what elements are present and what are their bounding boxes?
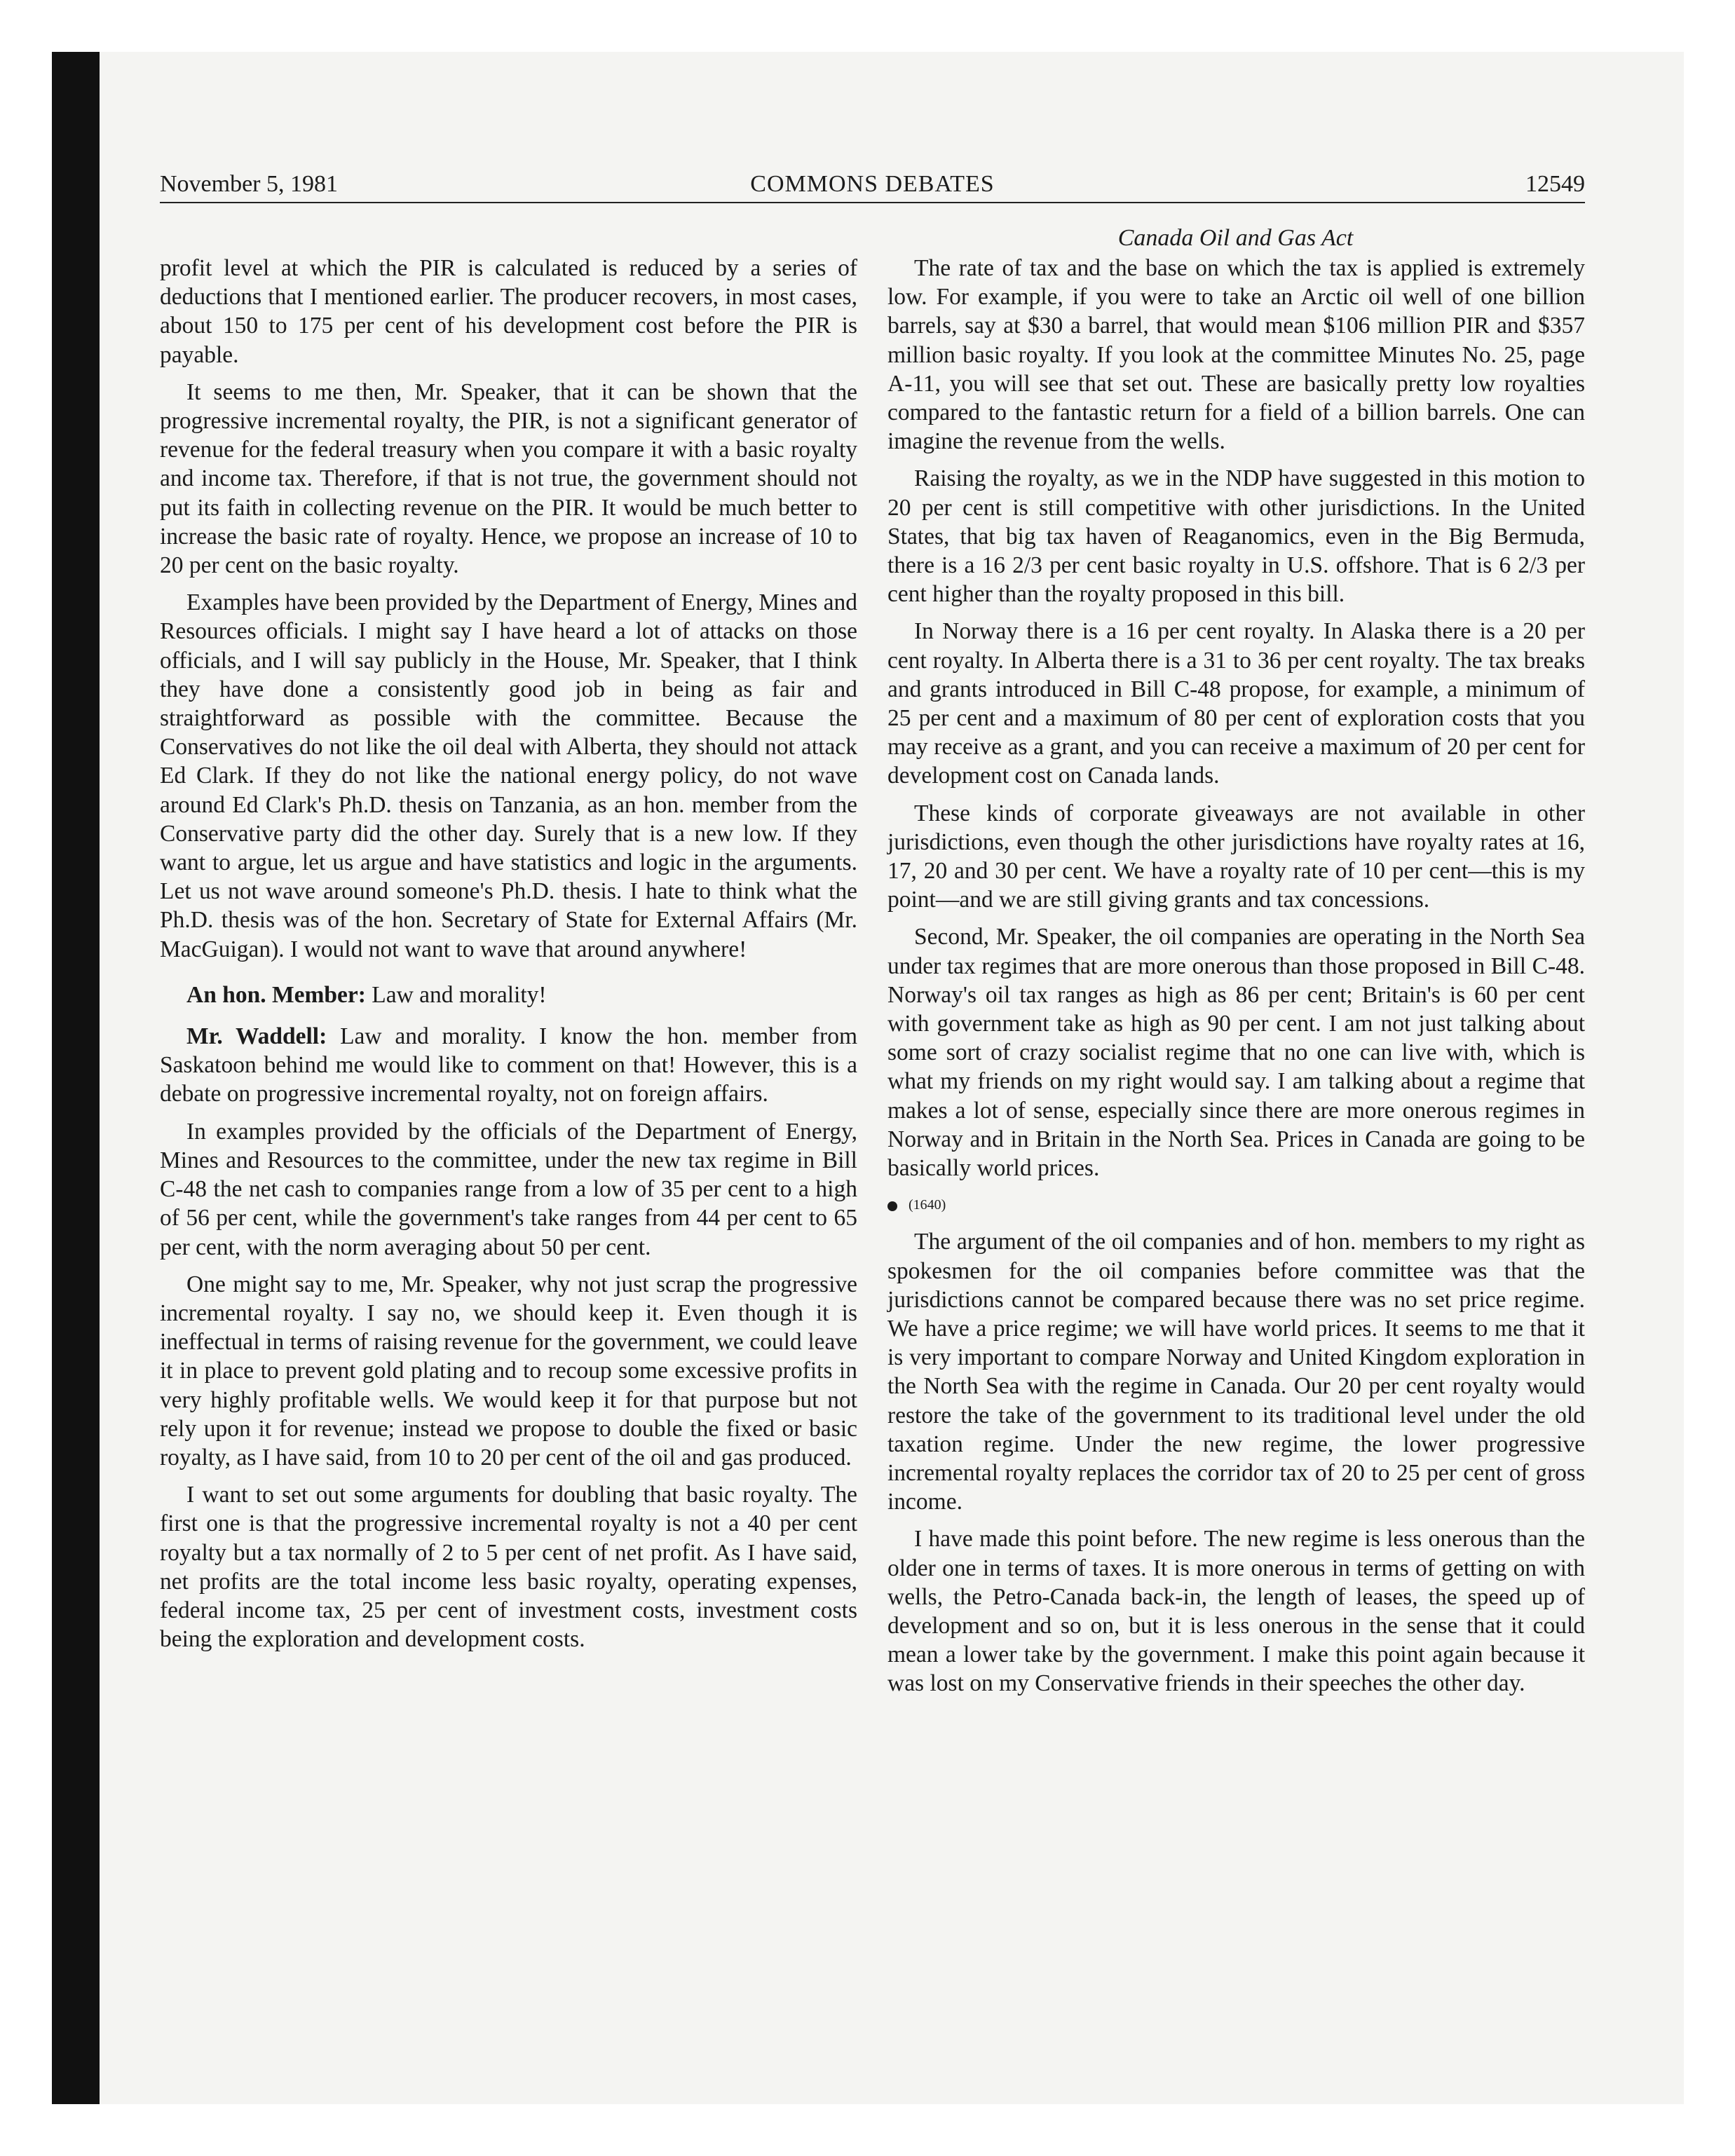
paragraph: I want to set out some arguments for doubling that basic royalty. The first one is that the progressive incremental royalty is not a 40 per cent royalty but a tax normally of 2 to 5 per cent of net profit. As I have said, net profits are the total income less basic royalty, operating expenses, federal income tax, 25 per cent of investment costs, investment costs being the exploration and development costs.	[160, 1482, 857, 1653]
paragraph: Examples have been provided by the Department of Energy, Mines and Resources officials. I might say I have heard a lot of attacks on those officials, and I will say publicly in the House, Mr. Speaker, that I think they have done a consistently good job in being as fair and straightforward as possible with the committee. Because the Conservatives do not like the oil deal with Alberta, they should not attack Ed Clark. If they do not like the national energy policy, do not wave around Ed Clark's Ph.D. thesis on Tanzania, as an hon. member from the Conservative party did the other day. Surely that is a new low. If they want to argue, let us argue and have statistics and logic in the arguments. Let us not wave around someone's Ph.D. thesis. I hate to think what the Ph.D. thesis was of the hon. Secretary of State for External Affairs (Mr. MacGuigan). I would not want to wave that around anywhere!	[160, 589, 857, 962]
paragraph: One might say to me, Mr. Speaker, why not just scrap the progressive incremental royalty. I say no, we should keep it. Even though it is ineffectual in terms of raising revenue for the government, we could leave it in place to prevent gold plating and to recoup some excessive profits in very highly profitable wells. We would keep it for that purpose but not rely upon it for revenue; instead we propose to double the fixed or basic royalty, as I have said, from 10 to 20 per cent of the oil and gas produced.	[160, 1271, 857, 1471]
header-date: November 5, 1981	[160, 171, 339, 197]
speech-text: Law and morality. I know the hon. member from Saskatoon behind me would like to comment on that! However, this is a debate on progressive incremental royalty, not on foreign affairs.	[160, 1023, 858, 1107]
speech-paragraph	[160, 1022, 857, 1109]
paragraph: In examples provided by the officials of the Department of Energy, Mines and Resources to the committee, under the new tax regime in Bill C-48 the net cash to companies range from a low of 35 per cent to a high of 56 per cent, while the government's take ranges from 44 per cent to 65 per cent, with the norm averaging about 50 per cent.	[160, 1118, 857, 1260]
paragraph: These kinds of corporate giveaways are not available in other jurisdictions, even though the other jurisdictions have royalty rates at 16, 17, 20 and 30 per cent. We have a royalty rate of 10 per cent—this is my point—and we are still giving grants and tax concessions.	[887, 800, 1585, 913]
page-header	[160, 167, 1585, 202]
speaker-name: Mr. Waddell:	[186, 1023, 327, 1050]
right-column	[887, 254, 1585, 1707]
paragraph: Raising the royalty, as we in the NDP have suggested in this motion to 20 per cent is still competitive with other jurisdictions. In the United States, that big tax haven of Reaganomics, even in the Big Bermuda, there is a 16 2/3 per cent basic royalty in U.S. offshore. That is 6 2/3 per cent higher than the royalty proposed in this bill.	[887, 465, 1585, 608]
paragraph: The argument of the oil companies and of hon. members to my right as spokesmen for the oil companies before committee was that the jurisdictions cannot be compared because there was no set price regime. We have a price regime; we will have world prices. It seems to me that it is very important to compare Norway and United Kingdom exploration in the North Sea with the regime in Canada. Our 20 per cent royalty would restore the take of the government to its traditional level under the old taxation regime. Under the new regime, the lower progressive incremental royalty replaces the corridor tax of 20 to 25 per cent of gross income.	[887, 1229, 1585, 1515]
paragraph: The rate of tax and the base on which the tax is applied is extremely low. For example, if you were to take an Arctic oil well of one billion barrels, say at $30 a barrel, that would mean $106 million PIR and $357 million basic royalty. If you look at the committee Minutes No. 25, page A-11, you will see that set out. These are basically pretty low royalties compared to the fantastic return for a field of a billion barrels. One can imagine the revenue from the wells.	[887, 255, 1585, 455]
page-number: 12549	[1525, 171, 1585, 197]
paragraph: I have made this point before. The new regime is less onerous than the older one in terms of taxes. It is more onerous in terms of getting on with wells, the Petro-Canada back-in, the length of leases, the speed up of development and so on, but it is less onerous in the sense that it could mean a lower take by the government. I make this point again because it was lost on my Conservative friends in their speeches the other day.	[887, 1526, 1585, 1697]
time-stamp: (1640)	[909, 1197, 946, 1213]
speech-text: Law and morality!	[372, 981, 547, 1008]
paragraph: In Norway there is a 16 per cent royalty. In Alaska there is a 20 per cent royalty. In Alberta there is a 31 to 36 per cent royalty. The tax breaks and grants introduced in Bill C-48 propose, for example, a minimum of 25 per cent and a maximum of 80 per cent of exploration costs that you may receive as a grant, and you can receive a maximum of 20 per cent for development cost on Canada lands.	[887, 618, 1585, 789]
header-title: COMMONS DEBATES	[750, 171, 995, 197]
binding-shadow	[52, 52, 100, 2104]
speech-paragraph	[160, 981, 857, 1009]
header-rule	[160, 202, 1585, 203]
left-column	[160, 254, 857, 1662]
time-marker	[887, 1191, 1585, 1219]
running-head: Canada Oil and Gas Act	[1117, 225, 1354, 251]
speaker-name: An hon. Member:	[186, 981, 366, 1008]
paragraph: Second, Mr. Speaker, the oil companies are operating in the North Sea under tax regimes that are more onerous than those proposed in Bill C-48. Norway's oil tax ranges as high as 86 per cent; Britain's is 60 per cent with government take as high as 90 per cent. I am not just talking about some sort of crazy socialist regime that no one can live with, which is what my friends on my right would say. I am talking about a regime that makes a lot of sense, especially since there are more onerous regimes in Norway and in Britain in the North Sea. Prices in Canada are going to be basically world prices.	[887, 924, 1585, 1182]
paragraph: It seems to me then, Mr. Speaker, that it can be shown that the progressive incremental royalty, the PIR, is not a significant generator of revenue for the federal treasury when you compare it with a basic royalty and income tax. Therefore, if that is not true, the government should not put its faith in collecting revenue on the PIR. It would be much better to increase the basic rate of royalty. Hence, we propose an increase of 10 to 20 per cent on the basic royalty.	[160, 378, 857, 579]
paragraph: profit level at which the PIR is calculated is reduced by a series of deductions that I mentioned earlier. The producer recovers, in most cases, about 150 to 175 per cent of his development cost before the PIR is payable.	[160, 255, 857, 368]
bullet-icon	[887, 1201, 897, 1211]
